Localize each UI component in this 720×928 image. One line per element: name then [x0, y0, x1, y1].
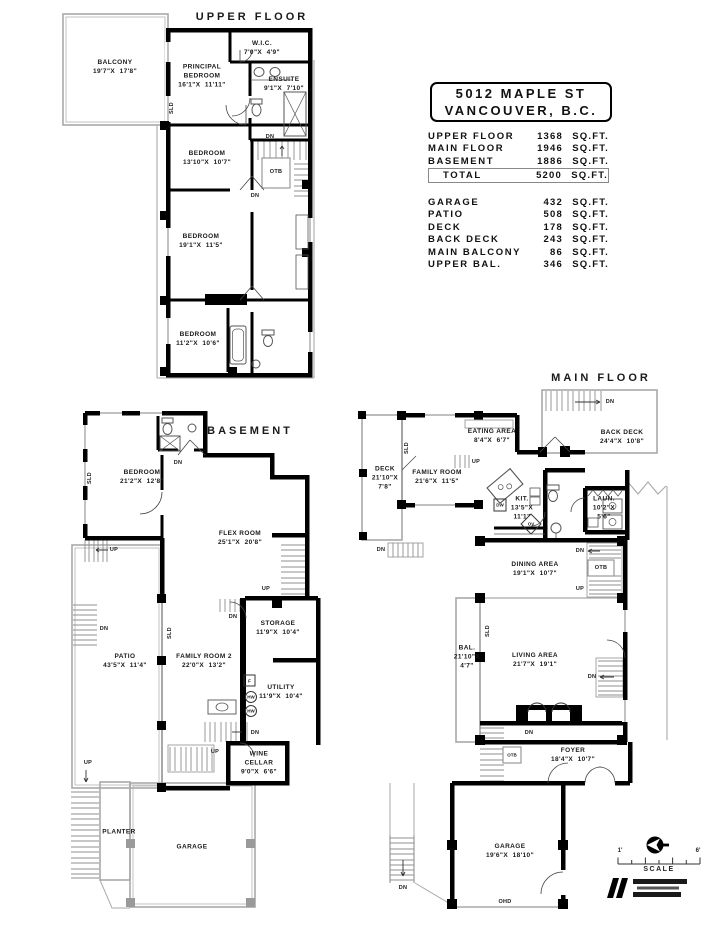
north-arrow-icon — [647, 837, 670, 854]
table-row: DECK 178 SQ.FT. — [428, 221, 609, 233]
up-label: UP — [471, 459, 481, 465]
main-floor-title: MAIN FLOOR — [551, 372, 651, 384]
address-line2: VANCOUVER, B.C. — [444, 103, 598, 118]
room-label-ensuite: ENSUITE 9'1"X 7'10" — [263, 76, 305, 92]
dn-label: DN — [524, 730, 534, 736]
up-label: UP — [83, 760, 93, 766]
dn-label: DN — [250, 730, 260, 736]
room-label-wine-cellar: WINE CELLAR 9'0"X 6'6" — [240, 750, 278, 776]
dn-label: DN — [575, 548, 585, 554]
sld-label: SLD — [485, 625, 491, 637]
room-label-bedroom-4: BEDROOM 11'2"X 10'6" — [176, 331, 220, 347]
hot-water-label: HW — [247, 708, 255, 714]
room-label-family-room-2: FAMILY ROOM 2 22'0"X 13'2" — [176, 653, 232, 669]
dn-label: DN — [605, 399, 615, 405]
dishwasher-label: DW — [496, 502, 504, 508]
room-label-principal-bedroom: PRINCIPAL BEDROOM 16'1"X 11'11" — [178, 63, 226, 89]
room-label-wic: W.I.C. 7'0"X 4'9" — [243, 40, 281, 56]
dn-label: DN — [250, 193, 260, 199]
table-row-total: TOTAL 5200 SQ.FT. — [428, 168, 609, 183]
table-row: UPPER BAL. 346 SQ.FT. — [428, 259, 609, 271]
room-label-eating-area: EATING AREA 8'4"X 6'7" — [467, 428, 517, 444]
room-label-foyer: FOYER 18'4"X 10'7" — [550, 747, 596, 763]
scale-min-label: 1' — [617, 848, 623, 854]
table-row: PATIO 508 SQ.FT. — [428, 209, 609, 221]
up-label: UP — [109, 547, 119, 553]
room-label-bsmt-bedroom: BEDROOM 21'2"X 12'8" — [119, 469, 165, 485]
oven-label: OV — [527, 521, 535, 527]
room-label-back-deck: BACK DECK 24'4"X 10'8" — [599, 429, 645, 445]
room-label-bedroom-2: BEDROOM 13'10"X 10'7" — [182, 150, 232, 166]
otb-label: OTB — [507, 752, 517, 758]
up-label: UP — [261, 586, 271, 592]
surveyor-logo — [607, 878, 687, 898]
furnace-label: F — [248, 678, 251, 683]
room-label-laundry: LAUN. 10'2"X 5'6" — [592, 495, 616, 521]
room-label-deck: DECK 21'10"X 7'8" — [371, 465, 399, 491]
room-label-living-area: LIVING AREA 21'7"X 19'1" — [511, 652, 559, 668]
otb-label: OTB — [269, 169, 283, 175]
room-label-family-room: FAMILY ROOM 21'6"X 11'5" — [412, 469, 462, 485]
dn-label: DN — [587, 674, 597, 680]
up-label: UP — [210, 749, 220, 755]
dn-label: DN — [265, 134, 275, 140]
dn-label: DN — [228, 614, 238, 620]
scale-label: SCALE — [643, 866, 675, 873]
dn-label: DN — [398, 885, 408, 891]
dn-label: DN — [173, 460, 183, 466]
otb-label: OTB — [594, 565, 608, 571]
table-row: UPPER FLOOR 1368 SQ.FT. — [428, 130, 609, 142]
dn-label: DN — [99, 626, 109, 632]
room-label-patio: PATIO 43'5"X 11'4" — [103, 653, 147, 669]
up-label: UP — [575, 586, 585, 592]
room-label-dining-area: DINING AREA 19'1"X 10'7" — [511, 561, 559, 577]
dn-label: DN — [376, 547, 386, 553]
sld-label: SLD — [87, 472, 93, 484]
ohd-label: OHD — [498, 899, 512, 905]
scale-bar — [618, 858, 700, 865]
sld-label: SLD — [404, 442, 410, 454]
table-row: MAIN FLOOR 1946 SQ.FT. — [428, 143, 609, 155]
room-label-main-garage: GARAGE 19'6"X 18'10" — [485, 843, 535, 859]
basement-title: BASEMENT — [207, 425, 293, 437]
room-label-bedroom-3: BEDROOM 19'1"X 11'5" — [179, 233, 223, 249]
room-label-main-balcony: BAL. 21'10"X 4'7" — [453, 644, 481, 670]
exterior-area-table — [428, 196, 609, 271]
room-label-bsmt-garage: GARAGE — [176, 843, 208, 851]
table-row: BACK DECK 243 SQ.FT. — [428, 234, 609, 246]
room-label-flex-room: FLEX ROOM 25'1"X 20'8" — [217, 530, 263, 546]
floor-area-table — [428, 130, 609, 183]
scale-max-label: 6' — [695, 848, 701, 854]
address-title-block — [430, 82, 612, 122]
hot-water-label: HW — [247, 694, 255, 700]
sld-label: SLD — [169, 102, 175, 114]
table-row: GARAGE 432 SQ.FT. — [428, 196, 609, 208]
room-label-balcony: BALCONY 19'7"X 17'8" — [92, 59, 138, 75]
room-label-utility: UTILITY 11'9"X 10'4" — [259, 684, 303, 700]
table-row: BASEMENT 1886 SQ.FT. — [428, 155, 609, 167]
table-row: MAIN BALCONY 86 SQ.FT. — [428, 246, 609, 258]
address-line1: 5012 MAPLE ST — [455, 86, 587, 101]
room-label-kitchen: KIT. 13'5"X 11'1" — [510, 495, 534, 521]
room-label-storage: STORAGE 11'9"X 10'4" — [256, 620, 300, 636]
upper-floor-title: UPPER FLOOR — [195, 11, 309, 23]
sld-label: SLD — [167, 627, 173, 639]
room-label-planter: PLANTER — [102, 828, 136, 836]
